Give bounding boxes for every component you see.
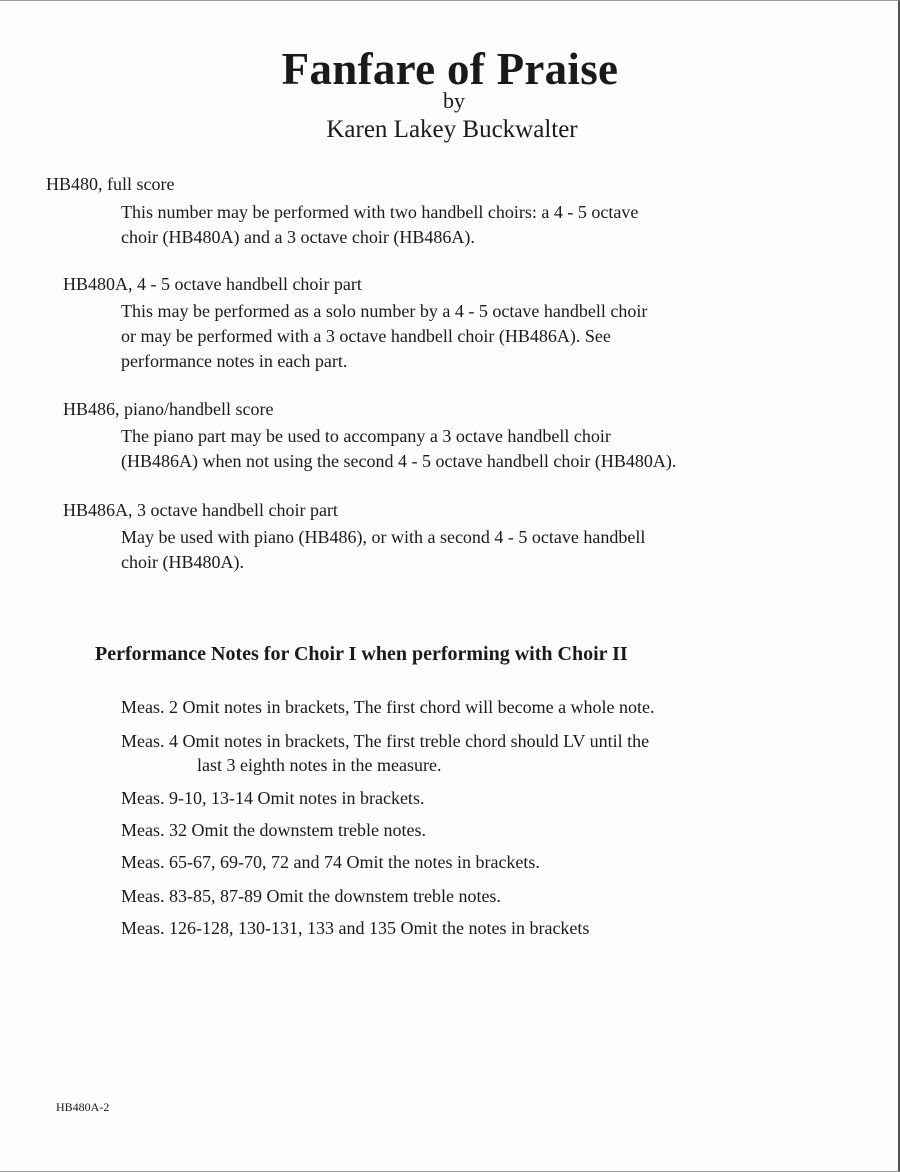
note-continuation: last 3 eighth notes in the measure. — [197, 755, 442, 775]
performance-notes-heading: Performance Notes for Choir I when performing with Choir II — [95, 643, 628, 665]
performance-note — [121, 850, 540, 874]
description-line: May be used with piano (HB486), or with a second 4 - 5 octave handbell — [121, 527, 646, 547]
performance-note — [121, 884, 501, 908]
note-text: Meas. 126-128, 130-131, 133 and 135 Omit the notes in brackets — [121, 918, 590, 938]
note-text: Meas. 2 Omit notes in brackets, The first chord will become a whole note. — [121, 697, 655, 717]
composer-name: Karen Lakey Buckwalter — [326, 116, 578, 143]
entry-heading-hb480a: HB480A, 4 - 5 octave handbell choir part — [63, 274, 362, 294]
performance-note — [121, 695, 655, 719]
description-line: or may be performed with a 3 octave handbell choir (HB486A). See — [121, 326, 611, 346]
entry-heading-hb486a: HB486A, 3 octave handbell choir part — [63, 500, 338, 520]
page-title: Fanfare of Praise — [281, 44, 619, 94]
entry-description-hb480a — [121, 299, 801, 374]
performance-note — [121, 786, 424, 810]
description-line: This number may be performed with two handbell choirs: a 4 - 5 octave — [121, 202, 639, 222]
entry-heading-hb480: HB480, full score — [46, 174, 175, 194]
note-text: Meas. 83-85, 87-89 Omit the downstem treble notes. — [121, 886, 501, 906]
description-line: choir (HB480A) and a 3 octave choir (HB486A). — [121, 227, 475, 247]
performance-note — [121, 729, 649, 777]
by-line: by — [443, 88, 465, 113]
entry-description-hb486a — [121, 525, 801, 575]
performance-note — [121, 818, 426, 842]
note-text: Meas. 9-10, 13-14 Omit notes in brackets. — [121, 788, 425, 808]
description-line: This may be performed as a solo number by a 4 - 5 octave handbell choir — [121, 301, 648, 321]
note-text: Meas. 32 Omit the downstem treble notes. — [121, 820, 426, 840]
description-line: (HB486A) when not using the second 4 - 5 octave handbell choir (HB480A). — [121, 451, 677, 471]
description-line: performance notes in each part. — [121, 351, 348, 371]
entry-description-hb486 — [121, 424, 801, 474]
entry-description-hb480 — [121, 200, 801, 250]
performance-note — [121, 916, 589, 940]
note-text: Meas. 4 Omit notes in brackets, The first treble chord should LV until the — [121, 731, 650, 751]
note-text: Meas. 65-67, 69-70, 72 and 74 Omit the notes in brackets. — [121, 852, 540, 872]
description-line: choir (HB480A). — [121, 552, 244, 572]
description-line: The piano part may be used to accompany a 3 octave handbell choir — [121, 426, 611, 446]
entry-heading-hb486: HB486, piano/handbell score — [63, 399, 274, 419]
page-code: HB480A-2 — [56, 1100, 110, 1114]
